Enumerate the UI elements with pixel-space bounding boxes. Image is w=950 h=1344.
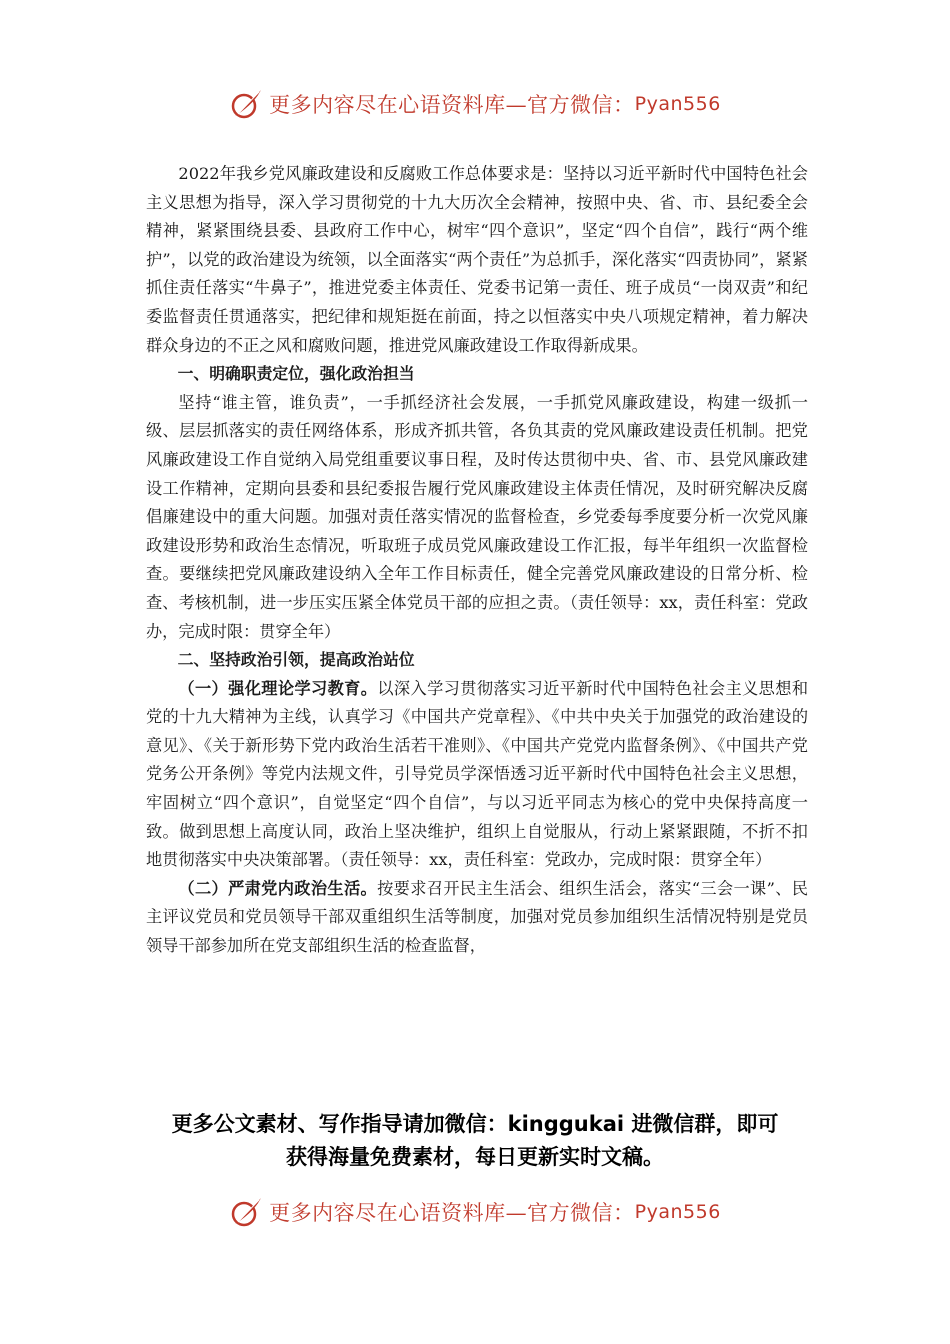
intro-paragraph: 2022年我乡党风廉政建设和反腐败工作总体要求是：坚持以习近平新时代中国特色社会主义思想为指导，深入学习贯彻党的十九大历次全会精神，按照中央、省、市、县纪委全会精神，紧紧围绕县委、县政府工作中心，树牢“四个意识”，坚定“四个自信”，践行“两个维护”，以党的政治建设为统领，以全面落实“两个责任”为总抓手，深化落实“四责协同”，紧紧抓住责任落实“牛鼻子”，推进党委主体责任、党委书记第一责任、班子成员“一岗双责”和纪委监督责任贯通落实，把纪律和规矩挺在前面，持之以恒落实中央八项规定精神，着力解决群众身边的不正之风和腐败问题，推进党风廉政建设工作取得新成果。 [146, 164, 808, 355]
watermark-text: 更多内容尽在心语资料库—官方微信： [269, 1201, 635, 1225]
quill-logo-icon [229, 1194, 265, 1230]
section-2-heading: 二、坚持政治引领，提高政治站位 [177, 650, 415, 670]
promo-line-2: 获得海量免费素材，每日更新实时文稿。 [286, 1145, 664, 1169]
watermark-id: Pyan556 [634, 1201, 721, 1223]
item-1-lead: （一）强化理论学习教育。 [178, 678, 378, 698]
document-body [146, 160, 808, 961]
promo-text [0, 1108, 950, 1174]
watermark-id: Pyan556 [634, 93, 721, 115]
item-2-lead: （二）严肃党内政治生活。 [178, 878, 378, 898]
section-2-item-1 [146, 675, 808, 875]
item-1-text: 以深入学习贯彻落实习近平新时代中国特色社会主义思想和党的十九大精神为主线，认真学习《中国共产党章程》、《中共中央关于加强党的政治建设的意见》、《关于新形势下党内政治生活若干准则》、《中国共产党党内监督条例》、《中国共产党党务公开条例》等党内法规文件，引导党员学深悟透习近平新时代中国特色社会主义思想，牢固树立“四个意识”，自觉坚定“四个自信”，与以习近平同志为核心的党中央保持高度一致。做到思想上高度认同，政治上坚决维护，组织上自觉服从，行动上紧紧跟随，不折不扣地贯彻落实中央决策部署。（责任领导：xx，责任科室：党政办，完成时限：贯穿全年） [146, 678, 809, 870]
section-1-note: （责任领导：xx，责任科室：党政办，完成时限：贯穿全年） [146, 592, 808, 641]
section-2-item-2 [146, 875, 808, 961]
watermark-banner-top [0, 84, 950, 124]
promo-line-1: 更多公文素材、写作指导请加微信：kinggukai 进微信群，即可 [171, 1112, 779, 1136]
section-1-heading: 一、明确职责定位，强化政治担当 [177, 364, 415, 384]
quill-logo-icon [229, 86, 265, 122]
item-2-text: 按要求召开民主生活会、组织生活会，落实“三会一课”、民主评议党员和党员领导干部双重组织生活等制度，加强对党员参加组织生活情况特别是党员领导干部参加所在党支部组织生活的检查监督， [146, 878, 808, 956]
section-1-paragraph [146, 389, 808, 646]
watermark-banner-bottom [0, 1192, 950, 1232]
watermark-text: 更多内容尽在心语资料库—官方微信： [269, 93, 635, 117]
section-1-text: 坚持“谁主管，谁负责”，一手抓经济社会发展，一手抓党风廉政建设，构建一级抓一级、层层抓落实的责任网络体系，形成齐抓共管，各负其责的党风廉政建设责任机制。把党风廉政建设工作自觉纳入局党组重要议事日程，及时传达贯彻中央、省、市、县党风廉政建设工作精神，定期向县委和县纪委报告履行党风廉政建设主体责任情况，及时研究解决反腐倡廉建设中的重大问题。加强对责任落实情况的监督检查，乡党委每季度要分析一次党风廉政建设形势和政治生态情况，听取班子成员党风廉政建设工作汇报，每半年组织一次监督检查。要继续把党风廉政建设纳入全年工作目标责任，健全完善党风廉政建设的日常分析、检查、考核机制，进一步压实压紧全体党员干部的应担之责。 [146, 392, 808, 612]
